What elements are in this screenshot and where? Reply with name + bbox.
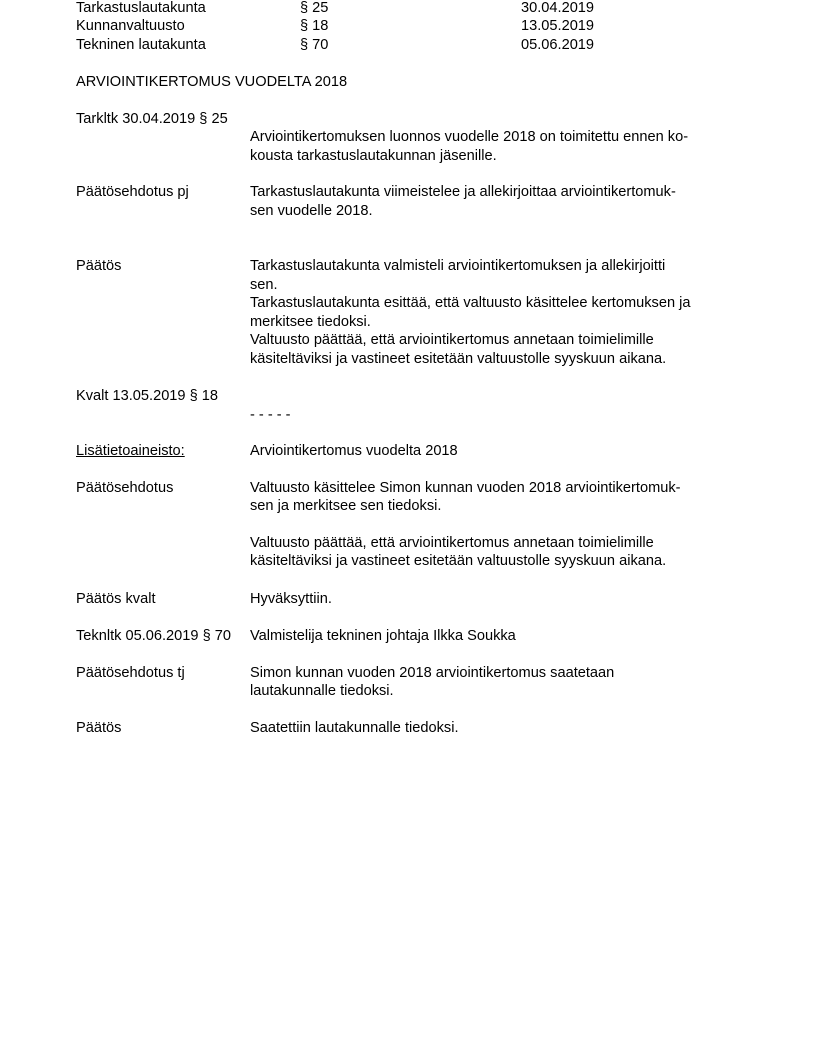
kvalt-heading: Kvalt 13.05.2019 § 18: [76, 388, 218, 404]
tarkltk-intro-line-2: kousta tarkastuslautakunnan jäsenille.: [250, 148, 497, 164]
kvalt-proposal-label: Päätösehdotus: [76, 480, 174, 496]
tarkltk-decision-line-5: Valtuusto päättää, että arviointikertomus annetaan toimielimille: [250, 332, 654, 348]
teknltk-proposal-label: Päätösehdotus tj: [76, 665, 185, 681]
tarkltk-decision-line-6: käsiteltäviksi ja vastineet esitetään valtuustolle syyskuun aikana.: [250, 351, 667, 367]
document-title: ARVIOINTIKERTOMUS VUODELTA 2018: [76, 74, 348, 90]
tarkltk-decision-label: Päätös: [76, 258, 122, 274]
kvalt-decision-label: Päätös kvalt: [76, 591, 156, 607]
tarkltk-heading: Tarkltk 30.04.2019 § 25: [76, 111, 228, 127]
teknltk-decision-label: Päätös: [76, 720, 122, 736]
tarkltk-intro-line-1: Arviointikertomuksen luonnos vuodelle 2018 on toimitettu ennen ko-: [250, 129, 689, 145]
header-body-3: Tekninen lautakunta: [76, 37, 206, 53]
header-date-3: 05.06.2019: [521, 37, 595, 53]
header-date-1: 30.04.2019: [521, 0, 595, 16]
header-date-2: 13.05.2019: [521, 18, 595, 34]
header-section-3: § 70: [300, 37, 329, 53]
teknltk-proposal-line-1: Simon kunnan vuoden 2018 arviointikertomus saatetaan: [250, 665, 615, 681]
teknltk-preparer: Valmistelija tekninen johtaja Ilkka Soukka: [250, 628, 516, 644]
tarkltk-decision-line-2: sen.: [250, 277, 278, 293]
tarkltk-proposal-line-2: sen vuodelle 2018.: [250, 203, 373, 219]
kvalt-attachment-label: Lisätietoaineisto:: [76, 443, 185, 459]
kvalt-separator: - - - - -: [250, 407, 291, 423]
kvalt-decision: Hyväksyttiin.: [250, 591, 332, 607]
tarkltk-decision-line-1: Tarkastuslautakunta valmisteli arviointikertomuksen ja allekirjoitti: [250, 258, 666, 274]
kvalt-proposal-2-line-1: Valtuusto päättää, että arviointikertomus annetaan toimielimille: [250, 535, 654, 551]
tarkltk-decision-line-3: Tarkastuslautakunta esittää, että valtuusto käsittelee kertomuksen ja: [250, 295, 691, 311]
tarkltk-proposal-line-1: Tarkastuslautakunta viimeistelee ja allekirjoittaa arviointikertomuk-: [250, 184, 676, 200]
teknltk-heading: Teknltk 05.06.2019 § 70: [76, 628, 231, 644]
kvalt-proposal-1-line-1: Valtuusto käsittelee Simon kunnan vuoden 2018 arviointikertomuk-: [250, 480, 681, 496]
tarkltk-proposal-label: Päätösehdotus pj: [76, 184, 189, 200]
kvalt-proposal-1-line-2: sen ja merkitsee sen tiedoksi.: [250, 498, 442, 514]
header-section-2: § 18: [300, 18, 329, 34]
teknltk-decision: Saatettiin lautakunnalle tiedoksi.: [250, 720, 459, 736]
kvalt-attachment: Arviointikertomus vuodelta 2018: [250, 443, 458, 459]
header-body-1: Tarkastuslautakunta: [76, 0, 206, 16]
teknltk-proposal-line-2: lautakunnalle tiedoksi.: [250, 683, 394, 699]
header-section-1: § 25: [300, 0, 329, 16]
tarkltk-decision-line-4: merkitsee tiedoksi.: [250, 314, 371, 330]
kvalt-proposal-2-line-2: käsiteltäviksi ja vastineet esitetään valtuustolle syyskuun aikana.: [250, 553, 667, 569]
header-body-2: Kunnanvaltuusto: [76, 18, 185, 34]
